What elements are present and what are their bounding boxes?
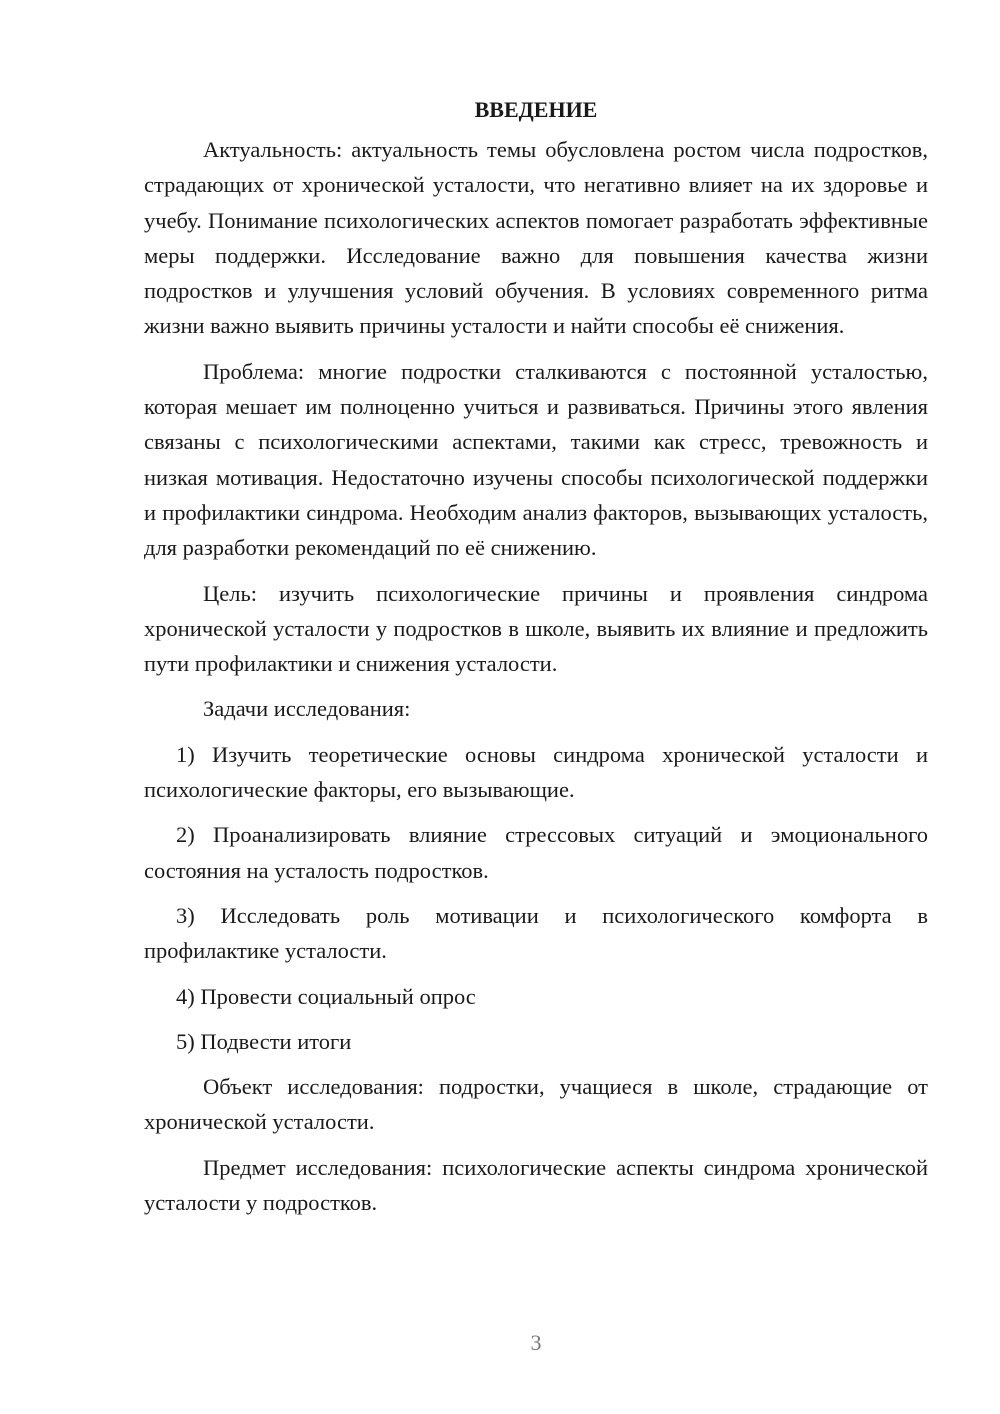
task-item: 3) Исследовать роль мотивации и психологического комфорта в профилактике усталости.: [144, 902, 928, 964]
page-title: ВВЕДЕНИЕ: [474, 97, 598, 122]
tasks-heading: Задачи исследования:: [203, 696, 411, 722]
task-item: 4) Провести социальный опрос: [176, 983, 476, 1009]
paragraph-relevance: Актуальность: актуальность темы обусловлена ростом числа подростков, страдающих от хронической усталости, что негативно влияет на их здоровье и учебу. Понимание психологических аспектов помогает разработать эффективные меры поддержки. Исследование важно для повышения качества жизни подростков и улучшения условий обучения. В условиях современного ритма жизни важно выявить причины усталости и найти способы её снижения.: [144, 137, 928, 339]
task-item: 5) Подвести итоги: [176, 1028, 352, 1054]
task-item: 2) Проанализировать влияние стрессовых ситуаций и эмоционального состояния на усталость подростков.: [144, 822, 928, 883]
paragraph-goal: Цель: изучить психологические причины и проявления синдрома хронической усталости у подростков в школе, выявить их влияние и предложить пути профилактики и снижения усталости.: [144, 580, 928, 677]
document-page: [144, 92, 928, 1230]
page-number: 3: [530, 1330, 542, 1355]
paragraph-subject: Предмет исследования: психологические аспекты синдрома хронической усталости у подростков.: [144, 1154, 928, 1216]
paragraph-problem: Проблема: многие подростки сталкиваются с постоянной усталостью, которая мешает им полноценно учиться и развиваться. Причины этого явления связаны с психологическими аспектами, такими как стресс, тревожность и низкая мотивация. Недостаточно изучены способы психологической поддержки и профилактики синдрома. Необходим анализ факторов, вызывающих усталость, для разработки рекомендаций по её снижению.: [144, 358, 928, 561]
task-item: 1) Изучить теоретические основы синдрома хронической усталости и психологические факторы, его вызывающие.: [144, 741, 928, 803]
paragraph-object: Объект исследования: подростки, учащиеся в школе, страдающие от хронической усталости.: [144, 1074, 928, 1135]
